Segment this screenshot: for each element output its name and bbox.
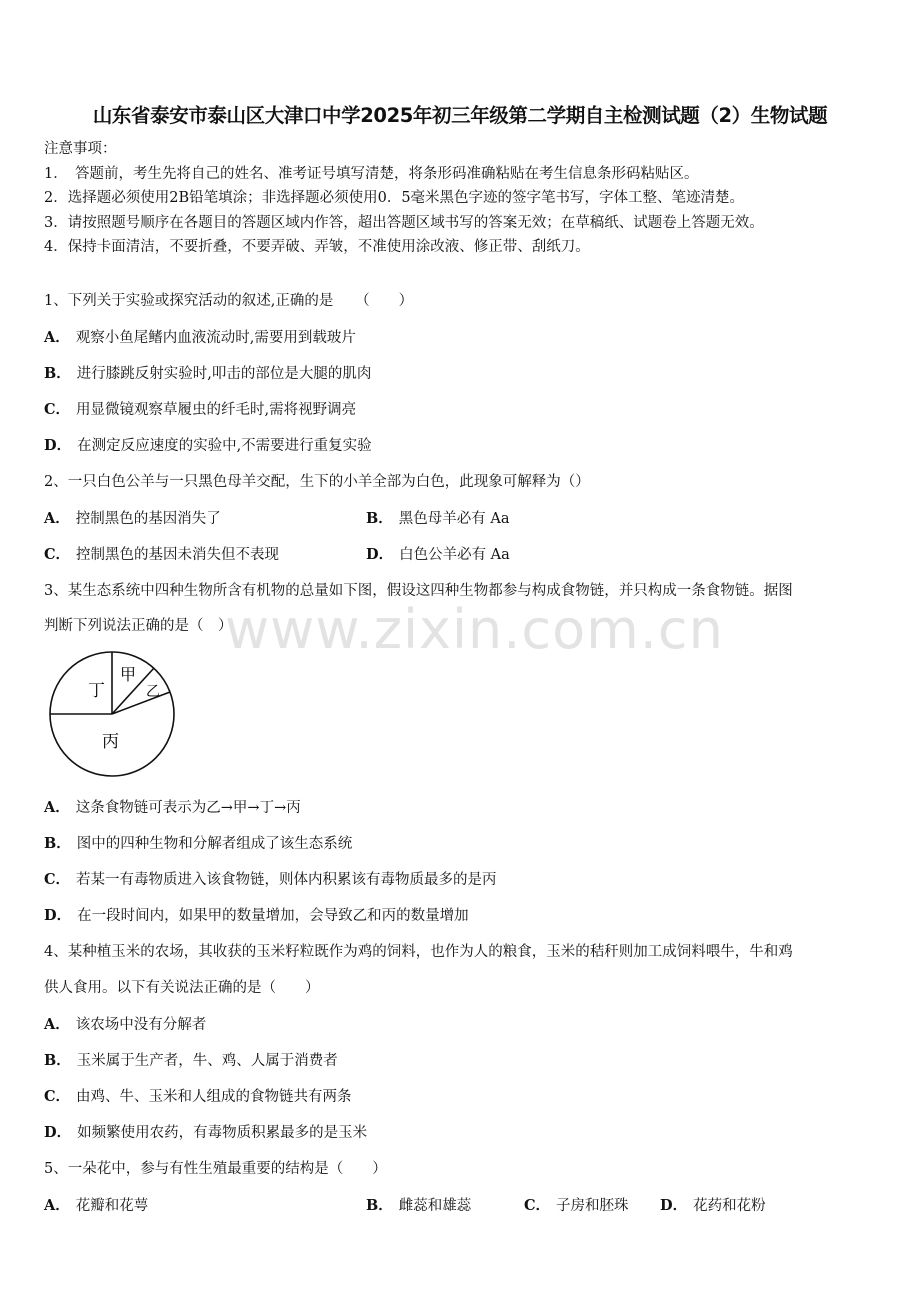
question-4-option-d <box>44 1121 367 1142</box>
option-text: 如频繁使用农药，有毒物质积累最多的是玉米 <box>77 1125 368 1141</box>
notice-item: 2．选择题必须使用2B铅笔填涂；非选择题必须使用0．5毫米黑色字迹的签字笔书写，字体工整、笔迹清楚。 <box>44 190 745 206</box>
notice-item: 1． 答题前，考生先将自己的姓名、准考证号填写清楚，将条形码准确粘贴在考生信息条形码粘贴区。 <box>44 166 699 182</box>
option-text: 白色公羊必有 Aa <box>399 547 510 563</box>
option-letter: A． <box>44 1016 70 1033</box>
question-5-option-c <box>524 1194 629 1215</box>
option-letter: B． <box>44 1052 71 1069</box>
option-letter: A． <box>44 1197 70 1214</box>
question-3-option-b <box>44 832 352 853</box>
question-2-option-c <box>44 543 279 564</box>
option-text: 控制黑色的基因消失了 <box>75 511 221 527</box>
pie-label-ding: 丁 <box>88 681 105 701</box>
option-letter: A． <box>44 329 70 346</box>
question-5-option-a <box>44 1194 148 1215</box>
question-2-option-b <box>366 507 510 528</box>
question-4-option-b <box>44 1049 338 1070</box>
question-3-option-c <box>44 868 497 889</box>
question-5-option-d <box>660 1194 766 1215</box>
option-text: 花药和花粉 <box>693 1198 766 1214</box>
option-letter: B． <box>44 365 71 382</box>
question-5-stem: 5、一朵花中，参与有性生殖最重要的结构是（ ） <box>44 1161 387 1177</box>
option-letter: C． <box>44 1088 71 1105</box>
option-letter: C． <box>44 871 71 888</box>
question-3-option-d <box>44 904 469 925</box>
question-3-stem-line-1: 3、某生态系统中四种生物所含有机物的总量如下图，假设这四种生物都参与构成食物链，并只构成一条食物链。据图 <box>44 583 793 599</box>
option-letter: D． <box>366 546 394 563</box>
option-text: 该农场中没有分解者 <box>75 1017 207 1033</box>
option-letter: D． <box>44 907 72 924</box>
question-4-stem-line-2: 供人食用。以下有关说法正确的是（ ） <box>44 980 320 996</box>
question-2-stem: 2、一只白色公羊与一只黑色母羊交配，生下的小羊全部为白色，此现象可解释为（） <box>44 474 590 490</box>
question-1-option-a <box>44 326 356 347</box>
question-4-option-a <box>44 1013 206 1034</box>
question-5-option-b <box>366 1194 471 1215</box>
question-1-option-c <box>44 398 356 419</box>
option-text: 子房和胚珠 <box>556 1198 629 1214</box>
question-3-stem-line-2: 判断下列说法正确的是（ ） <box>44 618 233 634</box>
option-text: 在测定反应速度的实验中,不需要进行重复实验 <box>77 438 372 454</box>
option-text: 玉米属于生产者，牛、鸡、人属于消费者 <box>76 1053 338 1069</box>
option-text: 黑色母羊必有 Aa <box>398 511 510 527</box>
notice-item: 4．保持卡面清洁，不要折叠，不要弄破、弄皱，不准使用涂改液、修正带、刮纸刀。 <box>44 239 590 255</box>
option-letter: C． <box>524 1197 551 1214</box>
option-text: 用显微镜观察草履虫的纤毛时,需将视野调亮 <box>76 402 357 418</box>
notice-item: 3．请按照题号顺序在各题目的答题区域内作答，超出答题区域书写的答案无效；在草稿纸、试题卷上答题无效。 <box>44 215 764 231</box>
watermark: www.zixin.com.cn <box>225 598 724 661</box>
option-text: 这条食物链可表示为乙→甲→丁→丙 <box>75 800 301 816</box>
option-text: 雌蕊和雄蕊 <box>398 1198 472 1214</box>
question-4-option-c <box>44 1085 352 1106</box>
question-1-stem: 1、下列关于实验或探究活动的叙述,正确的是 （ ） <box>44 293 414 309</box>
pie-label-jia: 甲 <box>120 665 137 684</box>
option-letter: B． <box>366 1197 393 1214</box>
question-4-stem-line-1: 4、某种植玉米的农场，其收获的玉米籽粒既作为鸡的饲料，也作为人的粮食，玉米的秸秆则加工成饲料喂牛，牛和鸡 <box>44 944 793 960</box>
question-2-option-a <box>44 507 221 528</box>
option-text: 由鸡、牛、玉米和人组成的食物链共有两条 <box>76 1089 352 1105</box>
question-3-option-a <box>44 796 301 817</box>
notice-heading: 注意事项： <box>44 141 117 157</box>
option-letter: A． <box>44 799 70 816</box>
page-title: 山东省泰安市泰山区大津口中学2025年初三年级第二学期自主检测试题（2）生物试题 <box>92 104 828 127</box>
option-letter: B． <box>366 510 393 527</box>
option-text: 进行膝跳反射实验时,叩击的部位是大腿的肌肉 <box>76 366 372 382</box>
option-text: 若某一有毒物质进入该食物链，则体内积累该有毒物质最多的是丙 <box>76 872 497 888</box>
question-1-option-b <box>44 362 371 383</box>
option-letter: D． <box>44 1124 72 1141</box>
question-3-pie-figure <box>46 648 178 780</box>
option-text: 控制黑色的基因未消失但不表现 <box>76 547 280 563</box>
option-text: 在一段时间内，如果甲的数量增加，会导致乙和丙的数量增加 <box>77 908 469 924</box>
option-letter: C． <box>44 401 71 418</box>
question-2-option-d <box>366 543 510 564</box>
option-letter: A． <box>44 510 70 527</box>
option-letter: B． <box>44 835 71 852</box>
option-text: 花瓣和花萼 <box>75 1198 149 1214</box>
pie-label-yi: 乙 <box>146 684 160 700</box>
question-1-option-d <box>44 434 372 455</box>
option-letter: C． <box>44 546 71 563</box>
option-letter: D． <box>660 1197 688 1214</box>
pie-divider <box>112 692 170 714</box>
option-text: 观察小鱼尾鳍内血液流动时,需要用到载玻片 <box>75 330 356 346</box>
option-letter: D． <box>44 437 72 454</box>
pie-label-bing: 丙 <box>102 732 119 752</box>
option-text: 图中的四种生物和分解者组成了该生态系统 <box>76 836 353 852</box>
